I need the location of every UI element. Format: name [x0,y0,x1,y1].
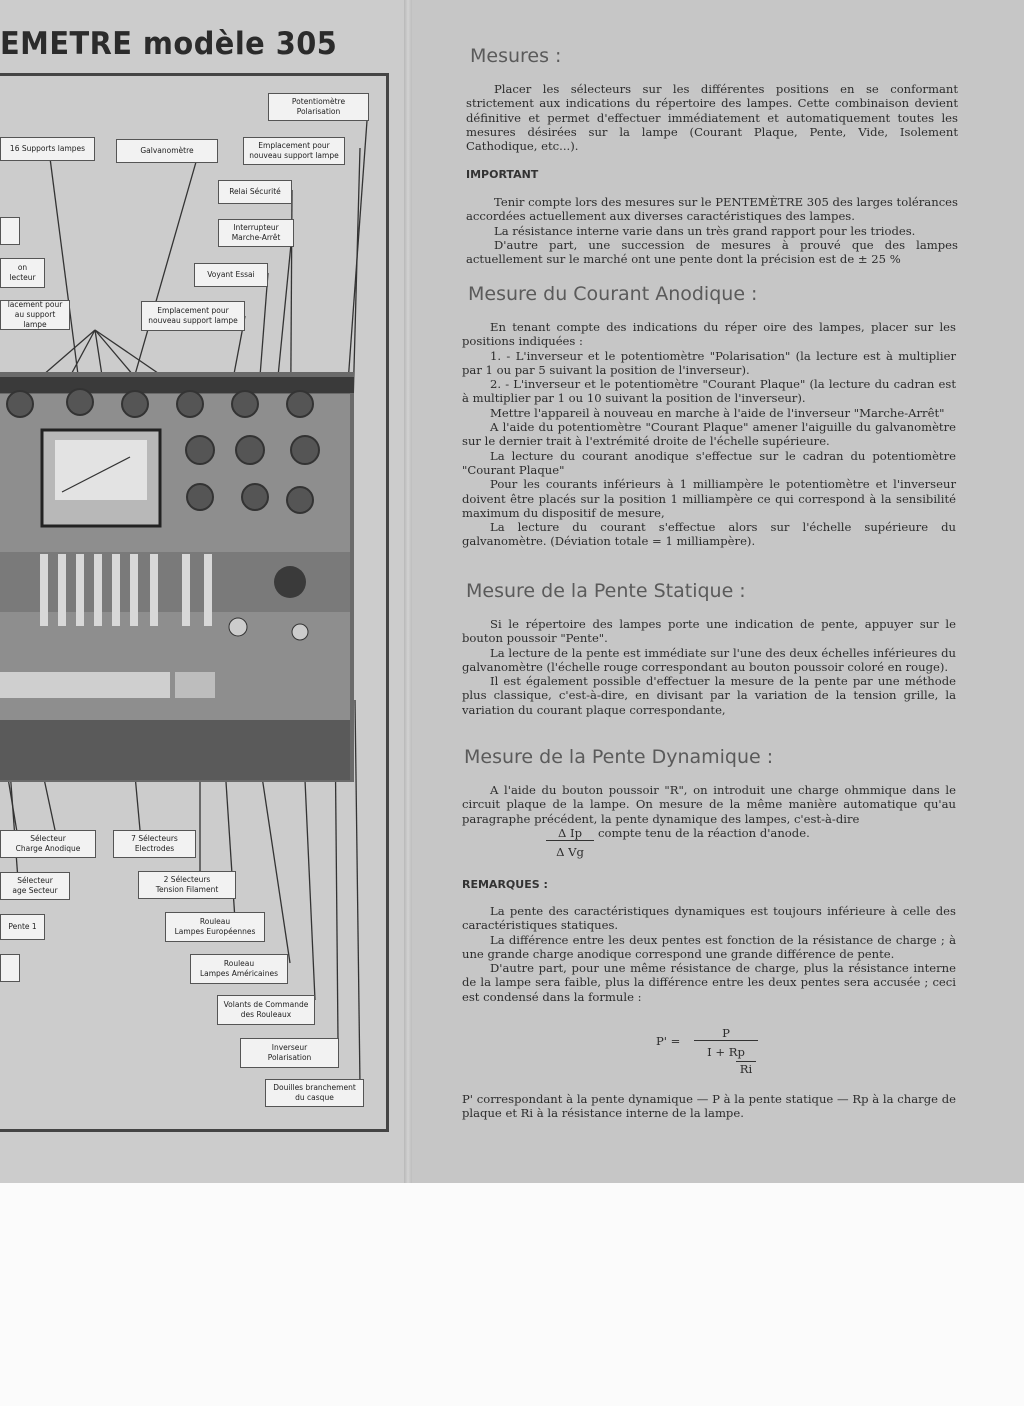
callout-galvanometre: Galvanomètre [116,139,218,163]
callout-supports-lampes: 16 Supports lampes [0,137,95,161]
paragraph-remarques: La pente des caractéristiques dynamiques est toujours inférieure à celle des caractéristiques statiques. La différence entre les deux pentes est fonction de la résistance de charge ; à une grande charge anodique correspond une grande différence de pente. D'autre part, pour une même résistance de charge, plus la résistance interne de la lampe sera faible, plus la différence entre les deux pentes sera accusée ; ceci est condensé dans la formule : [462,904,956,1004]
callout-douilles-casque: Douilles branchement du casque [265,1079,364,1107]
formula-denominator: I + Rp [707,1045,745,1059]
callout-rouleau-americaines: Rouleau Lampes Américaines [190,954,288,984]
paragraph-important: Tenir compte lors des mesures sur le PENTEMÈTRE 305 des larges tolérances accordées actuellement aux diverses caractéristiques des lampes. La résistance interne varie dans un très grand rapport pour les triodes. D'autre part, une succession de mesures à prouvé que des lampes actuellement sur le marché ont une pente dont la précision est de ± 25 % [466,195,958,267]
callout-interrupteur-marche-arret: Interrupteur Marche-Arrêt [218,219,294,247]
page-title: EMETRE modèle 305 [0,26,338,62]
paragraph-pente-statique: Si le répertoire des lampes porte une indication de pente, appuyer sur le bouton poussoir "Pente". La lecture de la pente est immédiate sur l'une des deux échelles inférieures du galvanomètre (l'échelle rouge correspondant au bouton poussoir coloré en rouge). Il est également possible d'effectuer la mesure de la pente par une méthode plus classique, c'est-à-dire, en divisant par la variation de la tension grille, la variation du courant plaque correspondante, [462,617,956,717]
fraction-numerator: Δ Ip [546,826,594,841]
callout-volants-commande: Volants de Commande des Rouleaux [217,995,315,1025]
callout-selecteurs-tension-filament: 2 Sélecteurs Tension Filament [138,871,236,899]
heading-pente-dynamique: Mesure de la Pente Dynamique : [464,746,774,768]
paragraph-mesures: Placer les sélecteurs sur les différentes positions en se conformant strictement aux indications du répertoire des lampes. Cette combinaison devient définitive et permet d'effectuer immédiatement et automatiquement toutes les mesures désirées sur la lampe (Courant Plaque, Pente, Vide, Isolement Cathodique, etc...). [466,82,958,154]
callout-rouleau-europeennes: Rouleau Lampes Européennes [165,912,265,942]
callout-emplacement-left: lacement pour au support lampe [0,300,70,330]
label-remarques: REMARQUES : [462,878,548,891]
callout-emplacement-support-2: Emplacement pour nouveau support lampe [141,301,245,331]
callout-emplacement-support-1: Emplacement pour nouveau support lampe [243,137,345,165]
callout-inverseur-polarisation: Inverseur Polarisation [240,1038,339,1068]
callout-selecteur-charge-anodique: Sélecteur Charge Anodique [0,830,96,858]
label-important: IMPORTANT [466,168,539,181]
paragraph-pente-dynamique: A l'aide du bouton poussoir "R", on introduit une charge ohmmique dans le circuit plaque de la lampe. On mesure de la même manière automatique qu'au paragraphe précédent, la pente dynamique des lampes, c'est-à-dire [462,783,956,826]
instrument-photo [0,372,354,782]
heading-mesures: Mesures : [470,45,562,67]
callout-selecteur-left: on lecteur [0,258,45,288]
heading-pente-statique: Mesure de la Pente Statique : [466,580,746,602]
fraction-denominator: Δ Vg [556,845,584,859]
callout-left-blank-1 [0,217,20,245]
formula-denominator-ri: Ri [736,1061,756,1076]
callout-left-blank-2 [0,954,20,982]
callout-potentiometre-polarisation: Potentiomètre Polarisation [268,93,369,121]
callout-selecteur-secteur: Sélecteur age Secteur [0,872,70,900]
callout-pente: Pente 1 [0,914,45,940]
callout-selecteurs-electrodes: 7 Sélecteurs Electrodes [113,830,196,858]
formula-numerator: P [694,1026,758,1041]
callout-voyant-essai: Voyant Essai [194,263,268,287]
heading-courant-anodique: Mesure du Courant Anodique : [468,283,758,305]
formula-lhs: P' = [656,1034,681,1048]
callout-relai-securite: Relai Sécurité [218,180,292,204]
paragraph-formula-legend: P' correspondant à la pente dynamique — P à la pente statique — Rp à la charge de plaque et Ri à la résistance interne de la lampe. [462,1092,956,1121]
paragraph-courant-anodique: En tenant compte des indications du réper oire des lampes, placer sur les positions indiquées : 1. - L'inverseur et le potentiomètre "Polarisation" (la lecture est à multiplier par 1 ou par 5 suivant la position de l'inverseur). 2. - L'inverseur et le potentiomètre "Courant Plaque" (la lecture du cadran est à multiplier par 1 ou 10 suivant la position de l'inverseur). Mettre l'appareil à nouveau en marche à l'aide de l'inverseur "Marche-Arrêt" A l'aide du potentiomètre "Courant Plaque" amener l'aiguille du galvanomètre sur le dernier trait à l'extrémité droite de l'échelle supérieure. La lecture du courant anodique s'effectue sur le cadran du potentiomètre "Courant Plaque" Pour les courants inférieurs à 1 milliampère le potentiomètre et l'inverseur doivent être placés sur la position 1 milliampère ce qui correspond à la sensibilité maximum du dispositif de mesure, La lecture du courant s'effectue alors sur l'échelle supérieure du galvanomètre. (Déviation totale = 1 milliampère). [462,320,956,549]
paragraph-pente-dynamique-end: compte tenu de la réaction d'anode. [598,826,810,840]
